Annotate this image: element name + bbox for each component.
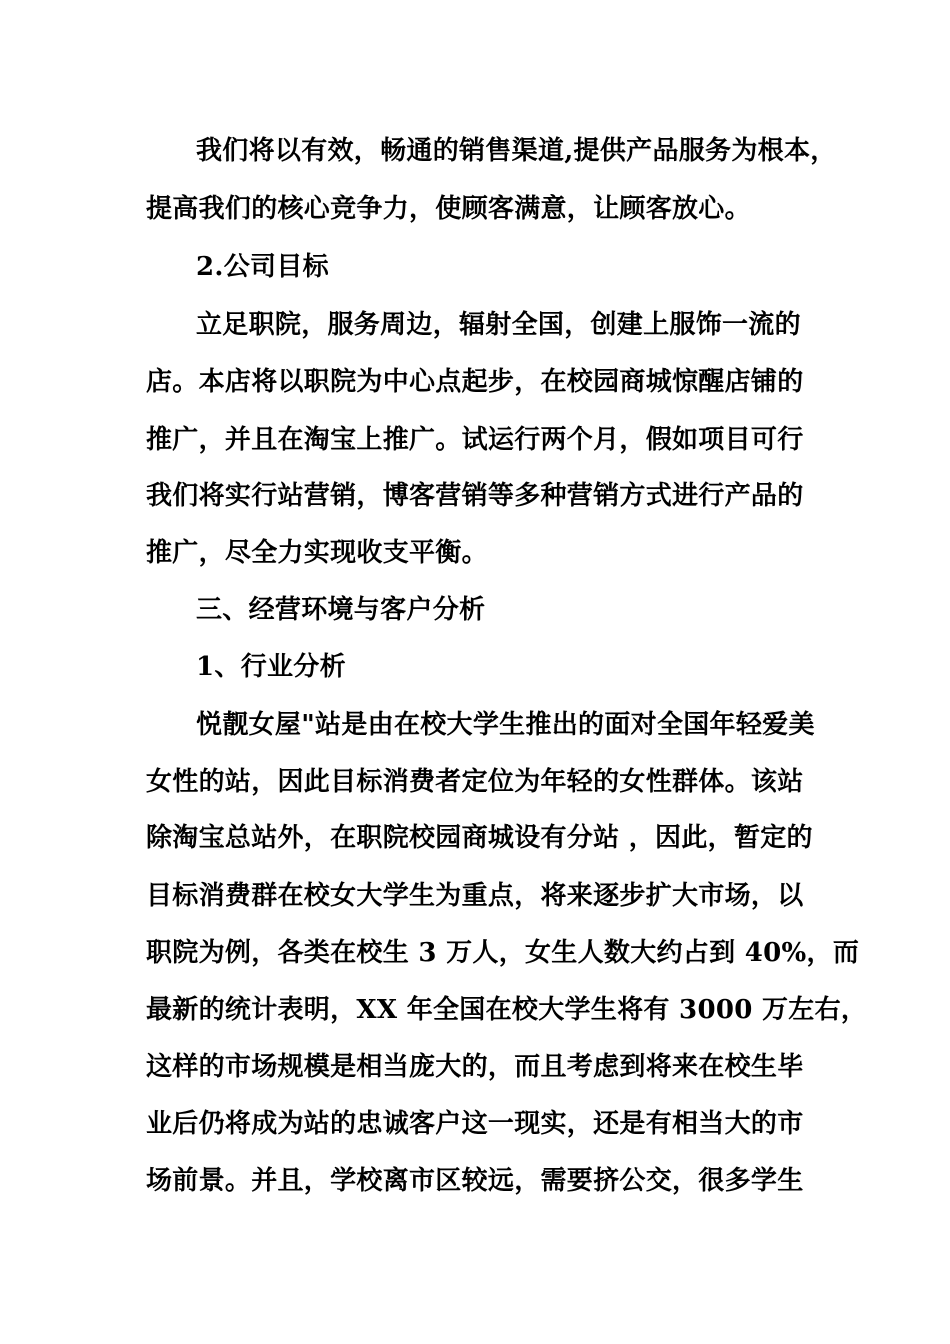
paragraph-line: 推广，并且在淘宝上推广。试运行两个月，假如项目可行 — [146, 425, 804, 455]
paragraph-line: 女性的站，因此目标消费者定位为年轻的女性群体。该站 — [146, 767, 804, 797]
paragraph-line: 我们将以有效，畅通的销售渠道,提供产品服务为根本， — [196, 136, 837, 166]
paragraph-line: 我们将实行站营销，博客营销等多种营销方式进行产品的 — [146, 481, 804, 511]
paragraph-line: 悦靓女屋"站是由在校大学生推出的面对全国年轻爱美 — [196, 710, 815, 740]
paragraph-line: 除淘宝总站外，在职院校园商城设有分站 ，因此，暂定的 — [146, 823, 813, 853]
paragraph-line: 目标消费群在校女大学生为重点，将来逐步扩大市场，以 — [146, 881, 804, 911]
paragraph-line: 职院为例，各类在校生 3 万人，女生人数大约占到 40%，而 — [146, 938, 860, 968]
section-heading: 三、经营环境与客户分析 — [196, 595, 486, 625]
subsection-heading: 1、行业分析 — [196, 652, 346, 682]
paragraph-line: 业后仍将成为站的忠诚客户这一现实，还是有相当大的市 — [146, 1109, 804, 1139]
paragraph-line: 这样的市场规模是相当庞大的，而且考虑到将来在校生毕 — [146, 1052, 804, 1082]
paragraph-line: 店。本店将以职院为中心点起步，在校园商城惊醒店铺的 — [146, 367, 804, 397]
paragraph-line: 推广，尽全力实现收支平衡。 — [146, 538, 488, 568]
paragraph-line: 场前景。并且，学校离市区较远，需要挤公交，很多学生 — [146, 1166, 804, 1196]
paragraph-line: 提高我们的核心竞争力，使顾客满意，让顾客放心。 — [146, 194, 751, 224]
paragraph-line: 最新的统计表明，XX 年全国在校大学生将有 3000 万左右， — [146, 995, 868, 1025]
paragraph-line: 立足职院，服务周边，辐射全国，创建上服饰一流的 — [196, 310, 801, 340]
section-heading: 2.公司目标 — [196, 252, 329, 282]
